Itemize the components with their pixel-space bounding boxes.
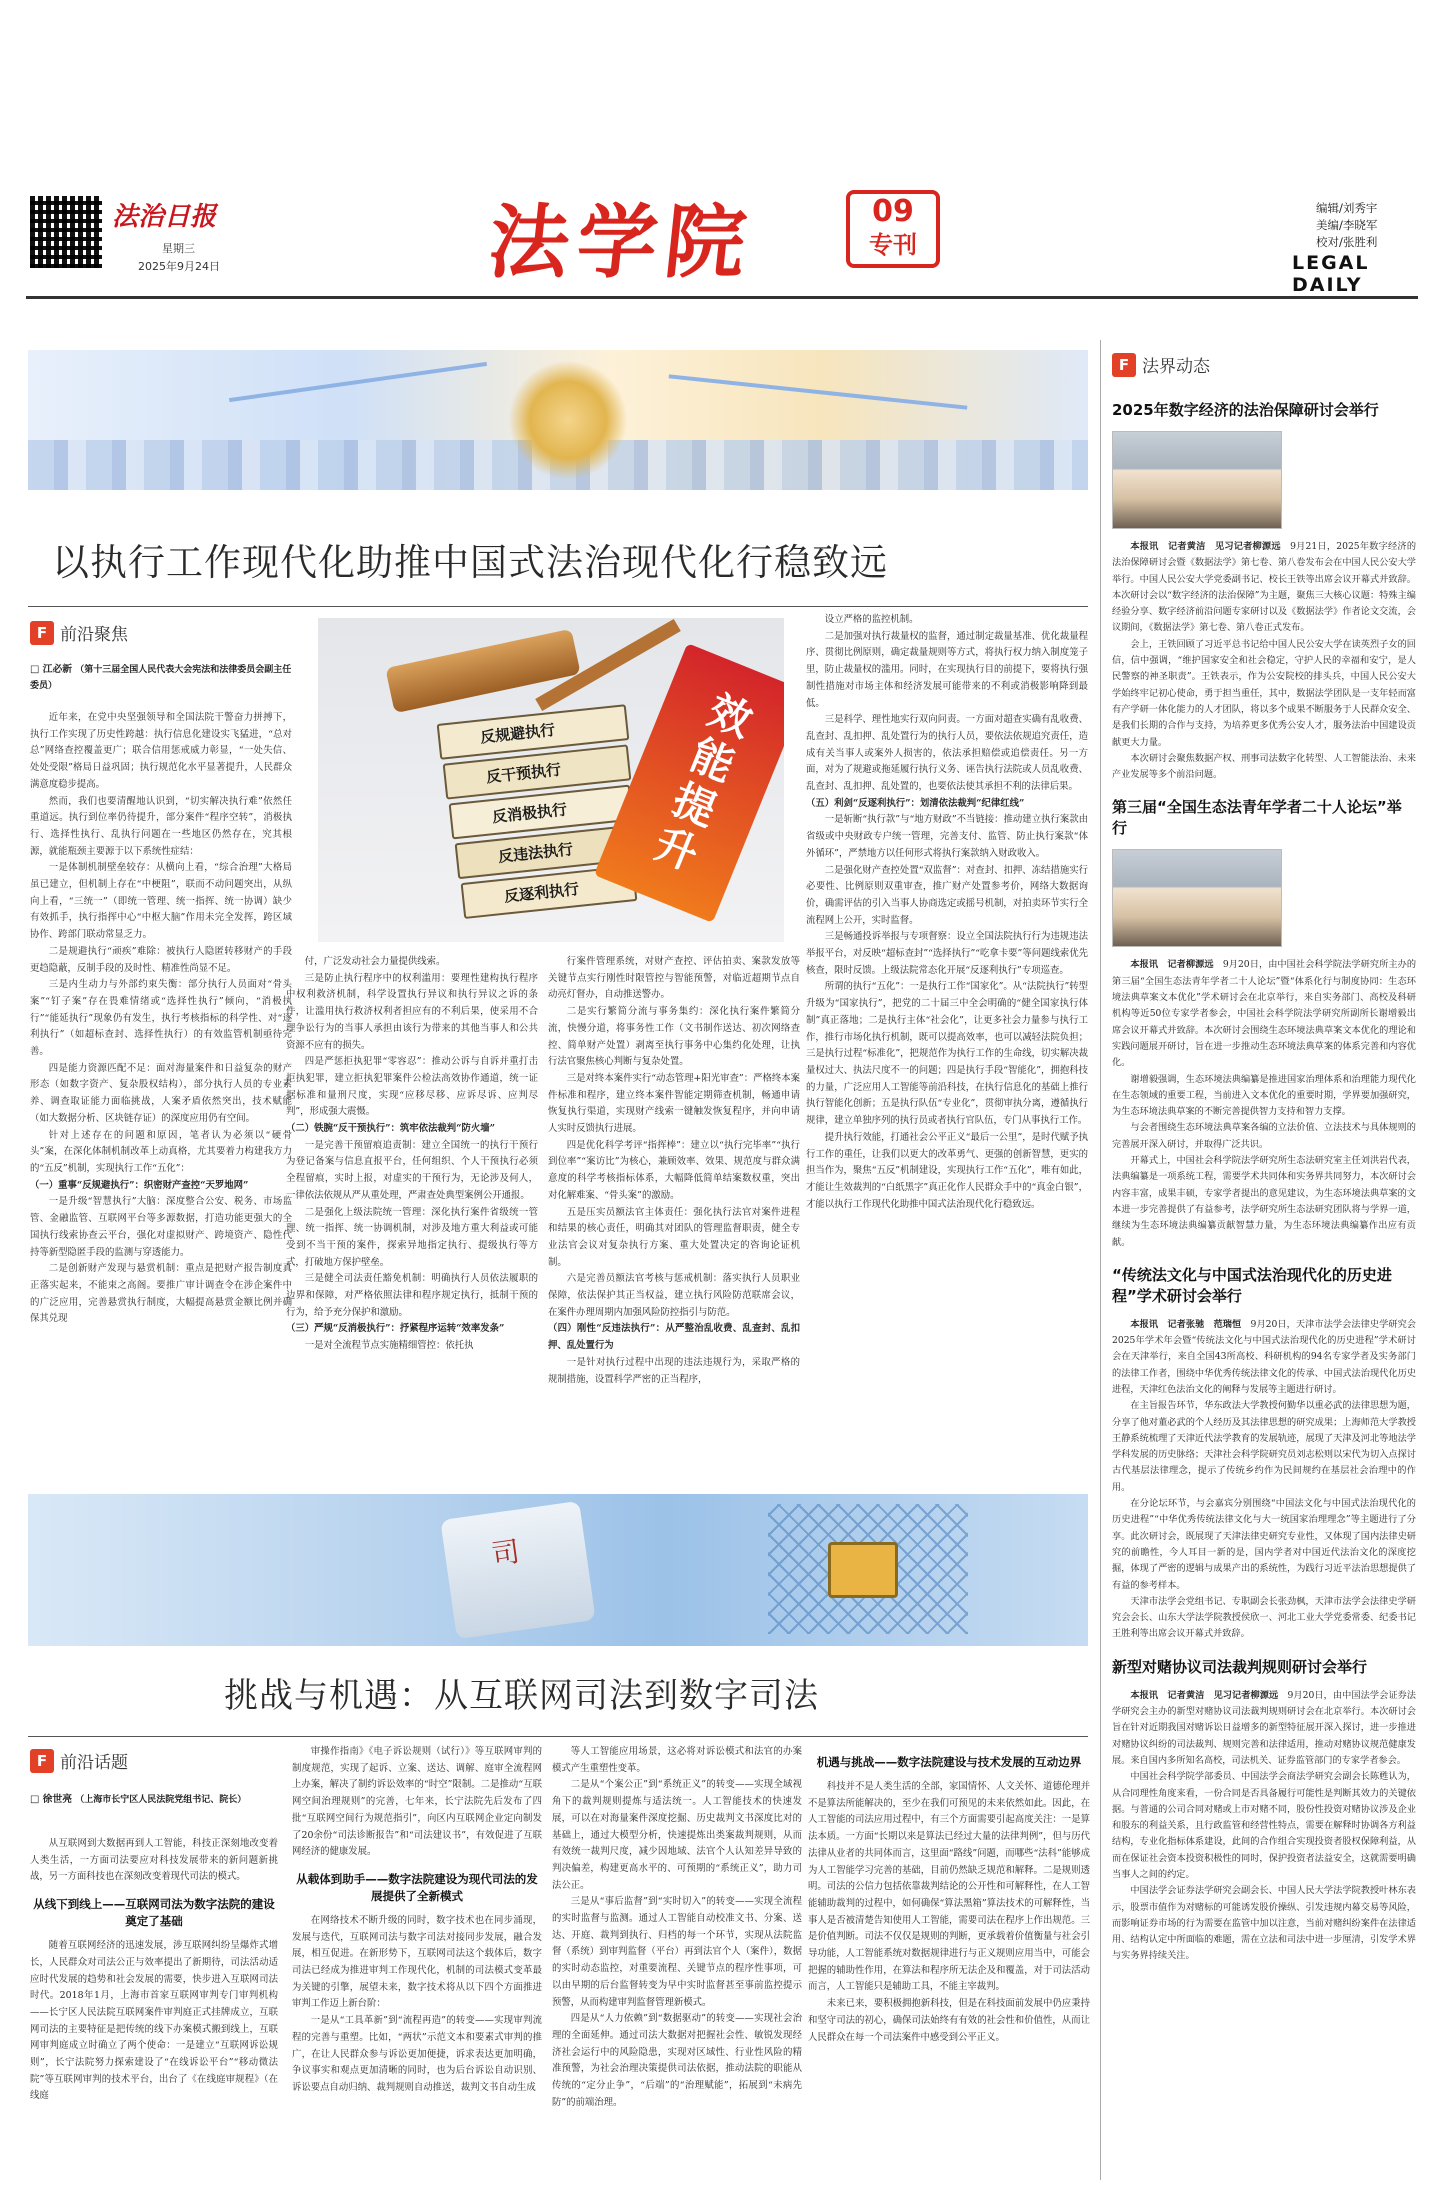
- column-tag-frontier-focus: [30, 620, 128, 645]
- author-line: [30, 1792, 282, 1808]
- paragraph: （五）利剑“反逐利执行”：划清依法裁判“纪律红线”: [806, 797, 1025, 809]
- issue-label: 专刊: [869, 231, 917, 259]
- article-1-illustration: [318, 618, 784, 942]
- masthead: [0, 0, 1440, 296]
- sidebar-news: [1112, 396, 1416, 2182]
- paper-name: 法治日报: [112, 202, 217, 232]
- column-tag-frontier-topic: [30, 1748, 128, 1773]
- column-name: 法界动态: [1142, 357, 1210, 377]
- paragraph: 审操作指南》《电子诉讼规则（试行）》等互联网审判的制度规范，实现了起诉、立案、送达、调解、庭审全流程网上办案，解决了制约诉讼效率的“时空”限制。二是推动“互联网空间治理规则”的完善，七年来，长宁法院先后发布了四批“互联网空间行为规范指引”，向区内互联网企业定向制发了20余份“司法诊断报告”和“司法建议书”，有效促进了互联网经济的健康发展。: [292, 1746, 542, 1858]
- news-body: [1112, 1688, 1416, 1965]
- news-photo: [1112, 849, 1282, 947]
- paragraph: 本报讯 记者黄洁 见习记者柳源远 9月21日，2025年数字经济的法治保障研讨会暨《数据法学》第七卷、第八卷发布会在中国人民公安大学举行。中国人民公安大学党委副书记、校长王铁等出席会议开幕式并致辞。本次研讨会以“数字经济的法治保障”为主题，聚焦三大核心议题：特殊主编经验分享、数字经济前沿问题专家研讨以及《数据法学》作者论文交流，会议期间，《数据法学》第七卷、第八卷正式发布。: [1112, 541, 1416, 634]
- masthead-rule: [26, 296, 1418, 299]
- paragraph: 天津市法学会党组书记、专职副会长张劲枫，天津市法学会法律史学研究会会长、山东大学法学院教授侯欣一、河北工业大学党委常委、纪委书记王胜利等出席会议开幕式并致辞。: [1112, 1595, 1416, 1640]
- paragraph: 四是优化科学考评“指挥棒”：建立以“执行完毕率”“执行到位率”“案访比”为核心，兼顾效率、效果、规范度与群众满意度的科学考核指标体系，大幅降低简单结案数权重，突出对化解难案、“骨头案”的激励。: [548, 1139, 800, 1201]
- paragraph: 二是强化上级法院统一管理：深化执行案件省级统一管理、统一指挥、统一协调机制，对涉及地方重大利益或可能受到不当干预的案件，探索异地指定执行、提级执行等方式，打破地方保护壁垒。: [286, 1206, 538, 1268]
- paragraph: 一是完善干预留痕追责制：建立全国统一的执行干预行为登记备案与信息直报平台，任何组织、个人干预执行必须全程留痕，实时上报，对虚实的干预行为，无论涉及何人，一律依法依规从严从重处理，严肃查处典型案例公开通报。: [286, 1139, 538, 1201]
- efficiency-banner-text: 效能提升: [641, 684, 760, 882]
- article-2-title-rule: [28, 1736, 1088, 1737]
- article-2-column-3: [552, 1744, 802, 2176]
- paragraph: 未来已来，要积极拥抱新科技，但是在科技面前发展中仍应秉持和坚守司法的初心，确保司法始终有有效的社会性和价值性，从而让人民群众在每一个司法案件中感受到公平正义。: [808, 1998, 1090, 2043]
- paragraph: 五是压实员额法官主体责任：强化执行法官对案件进程和结果的核心责任，明确其对团队的管理监督职责，健全专业法官会议对复杂执行方案、重大处置决定的咨询论证机制。: [548, 1206, 800, 1268]
- section-title: 法学院: [484, 196, 759, 289]
- author-line: [30, 662, 292, 694]
- paragraph: 二是规避执行“顽疾”难除：被执行人隐匿转移财产的手段更趋隐蔽，反制手段的及时性、精准性尚显不足。: [30, 945, 292, 974]
- scales-of-justice-icon: [508, 360, 628, 480]
- paragraph: 本报讯 记者黄洁 见习记者柳源远 9月20日，由中国法学会证券法学研究会主办的新型对赌协议司法裁判规则研讨会在北京举行。本次研讨会旨在针对近期我国对赌诉讼日益增多的新型特征展开深入探讨，进一步推进对赌协议纠纷的司法裁判、规则完善和法律适用，推动对赌协议规范健康发展。来自国内多所知名高校，司法机关、证券监管部门的专家学者参会。: [1112, 1689, 1416, 1766]
- book-spine: 反干预执行: [443, 744, 632, 799]
- paragraph: 与会者围绕生态环境法典草案各编的立法价值、立法技术与具体规则的完善展开深入研讨，并取得广泛共识。: [1112, 1122, 1416, 1150]
- ray-left: [229, 362, 487, 402]
- article-1-column-1: [30, 710, 292, 1476]
- news-item: [1112, 797, 1416, 1250]
- paragraph: 三是对终本案件实行“动态管理+阳光审查”：严格终本案件标准和程序，建立终本案件智能定期筛查机制，畅通申请恢复执行渠道，实现财产线索一键触发恢复程序，并向申请人实时反馈执行进展。: [548, 1072, 800, 1135]
- article-2-banner: [28, 1494, 1088, 1646]
- paragraph: 在分论坛环节，与会嘉宾分别围绕“中国法文化与中国式法治现代化的历史进程”“中华优秀传统法律文化与大一统国家治理理念”等主题进行了分享。此次研讨会，既展现了天津法律史研究专业性，又体现了国内法律史研究的前瞻性，今人耳目一新的是，国内学者对中国近代法治文化的深度挖掘，体现了严密的逻辑与成果产出的系统性，为践行习近平法治思想提供了有益的参考样本。: [1112, 1498, 1416, 1591]
- news-body: [1112, 539, 1416, 783]
- news-title[interactable]: 2025年数字经济的法治保障研讨会举行: [1112, 401, 1379, 419]
- paragraph: 二是创新财产发现与悬赏机制：重点是把财产报告制度真正落实起来，不能束之高阁。要推广审计调查令在涉企案件中的广泛应用，完善悬赏执行制度，大幅提高悬赏金额比例并确保其兑现: [30, 1263, 292, 1325]
- ray-right: [669, 374, 968, 409]
- paragraph: 六是完善员额法官考核与惩戒机制：落实执行人员职业保障，依法保护其正当权益，建立执行风险防范联席会议，在案件办理周期内加强风险防控指引与防范。: [548, 1273, 800, 1318]
- paragraph: 二是从“个案公正”到“系统正义”的转变——实现全域视角下的裁判规则提炼与适法统一。人工智能技术的快速发展，可以在对海量案件深度挖掘、历史裁判文书深度比对的基础上，通过大模型分析，快速提炼出类案裁判规则，从而有效统一裁判尺度，减少因地域、法官个人认知差异导致的判决偏差，构建更高水平的、可预期的“系统正义”，助力司法公正。: [552, 1779, 802, 1891]
- paragraph: 中国法学会证券法学研究会副会长、中国人民大学法学院教授叶林东表示，股票市值作为对赌标的可能诱发股价操纵、引发违规内幕交易等风险，而影响证券市场的行为需要在监管中加以注意，当前对赌纠纷案件在法律适用、结构认定中所面临的难题，需在立法和司法中进一步厘清，引发学术界与实务界持续关注。: [1112, 1885, 1416, 1962]
- paragraph: 所谓的执行“五化”：一是执行工作“国家化”。从“法院执行”转型升级为“国家执行”，把党的二十届三中全会明确的“健全国家执行体制”真正落地；二是执行主体“社会化”，让更多社会力量参与执行工作，推行市场化执行机制，既可以提高效率，也可以减轻法院负担；三是执行过程“标准化”，把规范作为执行工作的生命线，切实解决裁量权过大、执法尺度不一的问题；四是执行手段“智能化”，拥抱科技的力量，广泛应用人工智能等前沿科技，在执行信息化的基础上推行执行智能化创新；五是执行队伍“专业化”，贯彻审执分离，遵循执行规律，建立单独序列的执行员或者执行官队伍，专门从事执行工作。: [806, 981, 1088, 1127]
- paragraph: 二是加强对执行裁量权的监督，通过制定裁量基准、优化裁量程序、贯彻比例原则，确定裁量规则等方式，将执行权力纳入制度笼子里，防止裁量权的滥用。同时，在实现执行目的前提下，要将执行强制性措施对市场主体和经济发展可能带来的不利或消极影响降到最低。: [806, 630, 1088, 709]
- paragraph: 付，广泛发动社会力量提供线索。: [304, 956, 446, 967]
- sub-heading: 从载体到助手——数字法院建设为现代司法的发展提供了全新模式: [296, 1871, 538, 1903]
- book-spine: 反消极执行: [449, 785, 634, 840]
- sub-heading: 从线下到线上——互联网司法为数字法院的建设奠定了基础: [33, 1897, 275, 1929]
- sidebar-divider: [1100, 340, 1101, 2180]
- paragraph: （四）刚性“反违法执行”：从严整治乱收费、乱查封、乱扣押、乱处置行为: [548, 1323, 800, 1352]
- article-1-banner: [28, 350, 1088, 490]
- section-f-icon: F: [30, 1749, 54, 1773]
- chip-icon: [828, 1542, 898, 1598]
- paragraph: 二是实行繁简分流与事务集约：深化执行案件繁简分流，快慢分道，将事务性工作（文书制作送达、初次网络查控、简单财产处置）剥离至执行事务中心集约化处理，让执行法官聚焦核心判断与复杂处置。: [548, 1006, 800, 1068]
- article-1-column-4: [806, 612, 1088, 1476]
- paragraph: 中国社会科学院学部委员、中国法学会商法学研究会副会长陈甦认为，从合同理性角度来看，一份合同是否具备履行可能性是判断其效力的关键依据。与普通的公司合同对赌或上市对赌不同，股份性投资对赌协议涉及企业和股东的利益关系，且行政监管和经营性特点，需要在解释时协调各方利益结构，专业化指标体系建设，此间的合作组合实现投资者股权保障利益，从而在保证社会资本投资积极性的同时，保护投资者法益安全，这就需要明确当事人之间的约定。: [1112, 1771, 1416, 1880]
- paragraph: 一是对全流程节点实施精细管控：依托执: [304, 1340, 474, 1352]
- scroll-paper: 司: [440, 1501, 595, 1639]
- paragraph: 三是畅通投诉举报与专项督察：设立全国法院执行行为违规违法举报平台，对反映“超标查封”“选择执行”“吃拿卡要”等问题线索优先核查，限时反馈。上级法院常态化开展“反逐利执行”专项巡查。: [806, 931, 1088, 976]
- weekday: 星期三: [162, 242, 195, 255]
- paragraph: （一）重事“反规避执行”：织密财产查控“天罗地网”: [30, 1179, 249, 1191]
- paragraph: （三）严规“反消极执行”：抒紧程序运转“效率发条”: [286, 1323, 505, 1335]
- news-byline: 本报讯 记者黄洁 见习记者柳源远: [1130, 541, 1281, 552]
- paragraph: 三是科学、理性地实行双向问责。一方面对超查实确有乱收费、乱查封、乱扣押、乱处置行为的执行人员，要依法依规追究责任，造成有关当事人或案外人损害的，依法承担赔偿或追偿责任。另一方面，对为了规避或拖延履行执行义务、诬告执行法院或人员乱收费、乱查封、乱扣押、乱处置的，也要依法使其承担不利的法律后果。: [806, 714, 1088, 793]
- paragraph: 四是从“人力依赖”到“数据驱动”的转变——实现社会治理的全面延伸。通过司法大数据对把握社会性、敏锐发现经济社会运行中的风险隐患，实现对区域性、行业性风险的精准预警，为社会治理决策提供司法依据，推动法院的职能从传统的“定分止争”，“后端”的“治理赋能”，拓展到“未病先防”的前端治理。: [552, 2013, 802, 2108]
- article-1-column-2: [286, 954, 538, 1476]
- paragraph: 行案件管理系统，对财产查控、评估拍卖、案款发放等关键节点实行刚性时限管控与智能预警，对临近超期节点自动亮灯督办，自动推送警办。: [548, 956, 800, 1001]
- article-2-column-1: [30, 1836, 278, 2176]
- section-f-icon: F: [1112, 353, 1136, 377]
- paragraph: 然而，我们也要清醒地认识到，“切实解决执行难”依然任重道远。执行到位率仍待提升，部分案件“程序空转”，消极执行、选择性执行、乱执行问题在一些地区仍然存在，究其根源，就能瓶颈主要源于以下系统性症结：: [30, 795, 292, 857]
- paragraph: （二）铁腕“反干预执行”：筑牢依法裁判“防火墙”: [286, 1123, 496, 1135]
- paragraph: 针对上述存在的问题和原因，笔者认为必须以“硬骨头”案，在深化体制机制改革上动真格，尤其要着力构建我方力的“五反”机制，实现执行工作“五化”：: [30, 1129, 292, 1174]
- paragraph: 一是针对执行过程中出现的违法违规行为，采取严格的规制措施，设置科学严密的正当程序，: [548, 1356, 800, 1385]
- news-byline: 本报讯 记者黄洁 见习记者柳源远: [1130, 1689, 1279, 1701]
- paragraph: 三是防止执行程序中的权利滥用：要理性建构执行程序中权利救济机制，科学设置执行异议和执行异议之诉的条件，让滥用执行救济权利者担应有的不利后果，使采用不合理争讼行为的当事人承担由该行为带来的其他当事人和公共资源不应有的损失。: [286, 972, 538, 1051]
- news-item: [1112, 1657, 1416, 1965]
- paragraph: 会上，王铁回顾了习近平总书记给中国人民公安大学在读英烈子女的回信，信中强调，“维护国家安全和社会稳定，守护人民的幸福和安宁，是人民警察的神圣职责”。王铁表示，作为公安院校的排头兵，中国人民公安大学始终牢记初心使命，勇于担当重任，其中，数据法学团队是一支年轻而富有产学研一体化能力的人才团队，将以多个成果不断服务于人民群众安全、是我们长期的合作与支持，为培养更多优秀公安人才，服务法治中国建设贡献更大力量。: [1112, 638, 1416, 748]
- paragraph: 三是内生动力与外部约束失衡：部分执行人员面对“骨头案”“钉子案”存在畏难情绪或“选择性执行”倾向，“消极执行”“能延执行”现象仍有发生，执行考核指标的科学性、对“逐利执行”（如超标查封、选择性执行）的有效监管机制亟待完善。: [30, 979, 292, 1058]
- book-spine: 反违法执行: [455, 825, 636, 879]
- brand-logo: LEGAL DAILY: [1292, 252, 1370, 296]
- paragraph: 一是体制机制壁垒较存：从横向上看，“综合治理”大格局虽已建立，但机制上存在“中梗阻”，联而不动问题突出，从纵向上看，“三统一”（即统一管理、统一指挥、统一协调）缺少有效抓手，执行指挥中心“中枢大脑”作用未完全发挥，跨区域协作、跨部门联动常显乏力。: [30, 862, 292, 941]
- news-title[interactable]: 第三届“全国生态法青年学者二十人论坛”举行: [1112, 798, 1402, 838]
- news-title[interactable]: 新型对赌协议司法裁判规则研讨会举行: [1112, 1657, 1368, 1676]
- paragraph: 开幕式上，中国社会科学院法学研究所生态法研究室主任刘洪岩代表，法典编纂是一项系统工程，需要学术共同体和实务界共同努力，本次研讨会内容丰富，成果丰硕，专家学者提出的意见建议，为生态环境法典草案的文本进一步完善提供了有益参考，法学研究所生态法研究团队将与学界一道，继续为生态环境法典编纂贡献智慧力量，为生态环境法典编纂作出应有贡献。: [1112, 1155, 1416, 1248]
- issue-number: 09: [872, 194, 914, 229]
- news-item: [1112, 400, 1416, 783]
- paragraph: 在网络技术不断升级的同时，数字技术也在同步涌现，发展与迭代，互联网司法与数字司法对接同步发展，融合发展，相互促进。在新形势下，互联网司法这个载体后，数字司法已经成为推进审判工作现代化，机制的司法模式变革最为关键的引擎，展望未来，数字技术将从以下四个方面推进审判工作迈上新台阶：: [292, 1914, 542, 2010]
- paragraph: 一是从“工具革新”到“流程再造”的转变——实现审判流程的完善与重塑。比如，“两状”示范文本和要素式审判的推广，在让人民群众参与诉讼更加便捷，诉求表达更加明确，争议事实和观点更加清晰的同时，也为后台诉讼自动识别、诉讼要点自动归纳、裁判规则自动推送，裁判文书自动生成: [292, 2015, 542, 2093]
- paragraph: 二是强化财产查控处置“双监督”：对查封、扣押、冻结措施实行必要性、比例原则双重审查，推广财产处置参考价，网络大数据询价，确需评估的引入当事人协商选定或摇号机制，对拍卖环节实行全流程网上公开，实时监督。: [806, 864, 1088, 926]
- news-byline: 本报讯 记者张驰 范瑞恒: [1130, 1318, 1242, 1330]
- editor-info: 编辑/刘秀宇 美编/李晓军 校对/张胜利: [1316, 201, 1378, 249]
- paragraph: 随着互联网经济的迅速发展，涉互联网纠纷呈爆炸式增长，人民群众对司法公正与效率提出了新期待，司法活动适应时代发展的趋势和社会发展的需要，快步进入互联网司法时代。2018年1月，上海市首家互联网审判专门审判机构——长宁区人民法院互联网案件审判庭正式挂牌成立，互联网司法的主要特征是把传统的线下办案模式搬到线上，互联网审判庭成立时确立了两个使命：一是建立“互联网诉讼规则”，长宁法院努力探索建设了“在线诉讼平台”“移动微法院”等互联网审判的技术平台，出台了《在线庭审规程》（在线庭: [30, 1940, 278, 2102]
- author-note: （上海市长宁区人民法院党组书记、院长）: [75, 1795, 247, 1805]
- paragraph: 一是升级“智慧执行”大脑：深度整合公安、税务、市场监管、金融监管、互联网平台等多源数据，打造功能更强大的全国执行线索协查云平台，强化对虚拟财产、跨境资产、隐性代持等新型隐匿手段的监测与穿透能力。: [30, 1196, 292, 1258]
- paragraph: 本报讯 记者柳源远 9月20日，由中国社会科学院法学研究所主办的第三届“全国生态法青年学者二十人论坛”暨“体系化行与制度协同：生态环境法典草案文本优化”学术研讨会在北京举行，来自实务部门、高校及科研机构等近50位专家学者参会，中国社会科学院法学研究所副所长谢增毅出席会议开幕式并致辞。本次研讨会围绕生态环境法典草案文本优化的理论和实践问题展开研讨，旨在进一步推动生态环境法典草案的体系完善和内容优化。: [1112, 959, 1416, 1069]
- article-2-title: 挑战与机遇：从互联网司法到数字司法: [224, 1676, 819, 1716]
- column-name: 前沿话题: [60, 1753, 128, 1773]
- paragraph: 一是斩断“执行款”与“地方财政”不当链接：推动建立执行案款由省级或中央财政专户统一管理，完善支付、监管、防止执行案款“体外循环”，严禁地方以任何形式将执行案款纳入财政收入。: [806, 814, 1088, 859]
- news-photo: [1112, 431, 1282, 529]
- paragraph: 本次研讨会聚焦数据产权、刑事司法数字化转型、人工智能法治、未来产业发展等多个前沿问题。: [1112, 752, 1416, 781]
- paragraph: 科技并不是人类生活的全部，家国情怀、人文关怀、道德伦理并不是算法所能解决的，至少在我们可预见的未来依然如此。因此，在人工智能的司法应用过程中，有三个方面需要引起高度关注：一是算法本质。一方面“长期以来是算法已经过大量的法律判例”，但与历代法律从业者的共同体而言，这里面“路线”问题，而哪些“法科”能够成为人工智能学习完善的基础，目前仍然缺乏规范和解释。二是规则透明。司法的公信力包括依靠裁判结论的公开性和可解释性，在人工智能辅助裁判的过程中，如何确保“算法黑箱”算法技术的可解释性，当事人是否被清楚告知使用人工智能，需要司法在程序上作出规范。三是价值判断。司法不仅仅是规则的判断，更承载着价值衡量与社会引导功能，人工智能系统对数据规律进行与正义规则应用当中，可能会把握的辅助性作用，在算法和程序所无法企及和覆盖，对于司法活动而言，人工智能只是辅助工具，不能主宰裁判。: [808, 1781, 1090, 1993]
- news-item: [1112, 1265, 1416, 1643]
- paragraph: 等人工智能应用场景，这必将对诉讼模式和法官的办案模式产生重塑性变革。: [552, 1746, 802, 1774]
- article-1-column-3: [548, 954, 800, 1476]
- paragraph: 近年来，在党中央坚强领导和全国法院干警奋力拼搏下，执行工作实现了历史性跨越：执行信息化建设实飞猛进，“总对总”网络查控覆盖更广；联合信用惩戒威力彰显，“一处失信、处处受限”格局日益巩固；执行规范化水平显著提升，人民群众满意度稳步提高。: [30, 712, 292, 790]
- paragraph: 四是严惩拒执犯罪“零容忍”：推动公诉与自诉并重打击拒执犯罪，建立拒执犯罪案件公检法高效协作通道，统一证据标准和量刑尺度，实现“应移尽移、应诉尽诉、应判尽判”，形成强大震慑。: [286, 1056, 538, 1118]
- author-name: □ 徐世亮: [30, 1794, 73, 1805]
- issue-date: 2025年9月24日: [138, 260, 220, 273]
- book-spine: 反逐利执行: [461, 865, 638, 919]
- news-title[interactable]: “传统法文化与中国式法治现代化的历史进程”学术研讨会举行: [1112, 1265, 1392, 1305]
- news-byline: 本报讯 记者柳源远: [1130, 959, 1214, 971]
- article-2-column-2: [292, 1744, 542, 2176]
- book-spine: 反规避执行: [437, 704, 630, 760]
- sub-heading: 机遇与挑战——数字法院建设与技术发展的互动边界: [816, 1755, 1082, 1769]
- article-2-column-4: [808, 1744, 1090, 2176]
- news-body: [1112, 1317, 1416, 1643]
- article-1-title: 以执行工作现代化助推中国式法治现代化行稳致远: [52, 541, 888, 584]
- section-f-icon: F: [30, 621, 54, 645]
- article-1-title-rule: [28, 606, 1088, 607]
- author-note: （第十三届全国人民代表大会宪法和法律委员会副主任委员）: [30, 665, 292, 691]
- paragraph: 三是健全司法责任豁免机制：明确执行人员依法履职的边界和保障，对严格依照法律和程序规定执行，抵制干预的行为，给予充分保护和激励。: [286, 1273, 538, 1318]
- paragraph: 三是从“事后监督”到“实时切入”的转变——实现全流程的实时监督与监测。通过人工智能自动校准文书、分案、送达、开庭、裁判到执行、归档的每一个环节，实现从法院监督（系统）到审判监督（平台）再到法官个人（案件），数据的实时动态监控，对重要流程、关键节点的程序性事项，可以由早期的后台监督转变为早中实时监督甚至事前监控提示预警，从而构建审判监督管理新模式。: [552, 1896, 802, 2008]
- paragraph: 提升执行效能，打通社会公平正义“最后一公里”，是时代赋予执行工作的重任，让我们以更大的改革勇气、更强的创新智慧，更实的担当作为，聚焦“五反”机制建设，实现执行工作“五化”，唯有如此，才能让生效裁判的“白纸黑字”真正化作人民群众手中的“真金白银”，才能以执行工作现代化助推中国式法治现代化行稳致远。: [806, 1131, 1088, 1210]
- paragraph: 在主旨报告环节，华东政法大学教授何勤华以重必武的法律思想为题，分享了他对董必武的个人经历及其法律思想的研究成果；上海师范大学教授王静系统梳理了天津近代法学教育的发展轨迹，展现了天津及河北等地法学学科发展的历史脉络；天津社会科学院研究员刘志松则以宋代为切入点探讨古代基层法律理念，提示了传统乡约作为民间规约在基层社会治理中的作用。: [1112, 1400, 1416, 1493]
- paragraph: 四是能力资源匹配不足：面对海量案件和日益复杂的财产形态（如数字资产、复杂股权结构），部分执行人员的专业素养、调查取证能力面临挑战，人案矛盾依然突出，技术赋能（如大数据分析、区块链存证）的深度应用仍有空间。: [30, 1062, 292, 1124]
- qr-code-icon[interactable]: [30, 196, 102, 268]
- column-tag-legal-news: [1112, 352, 1210, 377]
- paragraph: 本报讯 记者张驰 范瑞恒 9月20日，天津市法学会法律史学研究会2025年学术年会暨“传统法文化与中国式法治现代化的历史进程”学术研讨会在天津举行，来自全国43所高校、科研机构的94名专家学者及实务部门的法律工作者，围绕中华优秀传统法律文化的传承、中国式法治现代化历史进程，天津红色法治文化的阐释与发展等主题进行研讨。: [1112, 1318, 1416, 1395]
- paragraph: 设立严格的监控机制。: [824, 614, 919, 625]
- news-body: [1112, 957, 1416, 1250]
- paragraph: 从互联网到大数据再到人工智能，科技正深刻地改变着人类生活，一方面司法要应对科技发展带来的新问题新挑战，另一方面科技也在深刻改变着现代司法的模式。: [30, 1838, 278, 1883]
- column-name: 前沿聚焦: [60, 625, 128, 645]
- issue-badge: [846, 190, 940, 268]
- paragraph: 谢增毅强调，生态环境法典编纂是推进国家治理体系和治理能力现代化在生态领域的重要工程，当前进入文本优化的重要时期，学界要加强研究，为生态环境法典草案的不断完善提供智力支持和智力支撑。: [1112, 1073, 1416, 1118]
- author-name: □ 江必新: [30, 664, 73, 675]
